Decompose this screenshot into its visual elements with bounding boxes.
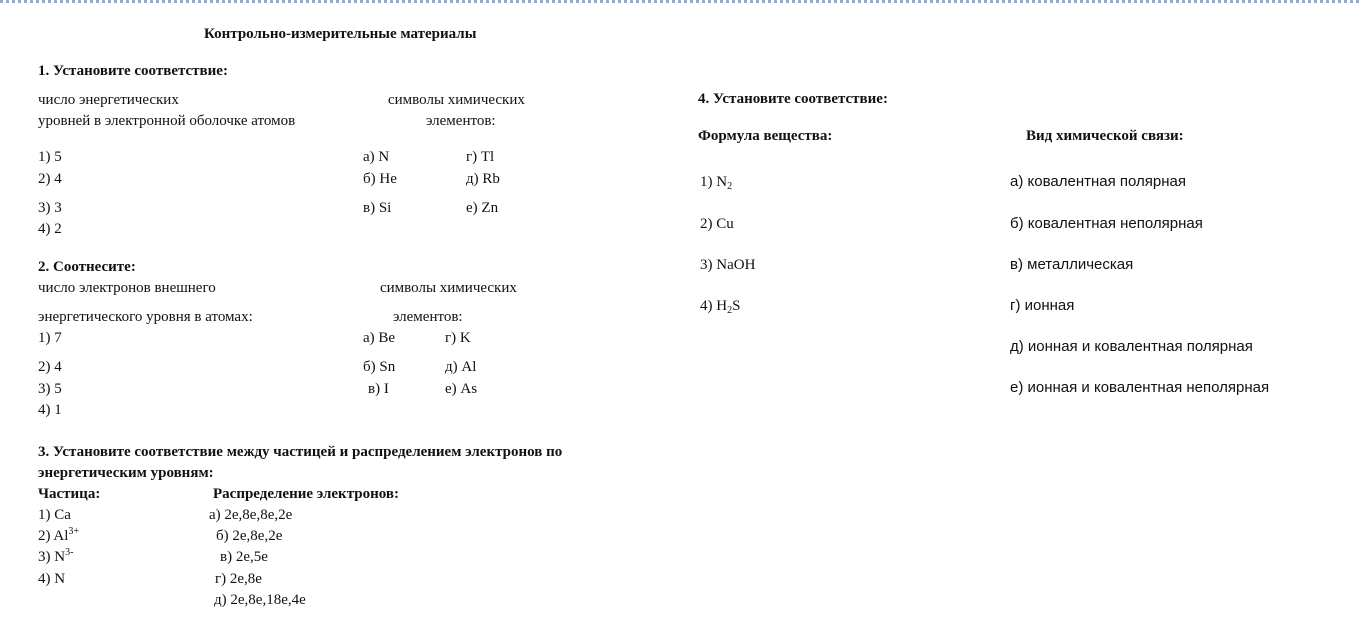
q3-heading-line1: 3. Установите соответствие между частицей и распределением электронов по (38, 444, 563, 460)
q2-right-header-line2: элементов: (393, 309, 463, 325)
q1-option: а) N (363, 149, 390, 165)
page-top-border (0, 0, 1362, 3)
q1-option: д) Rb (466, 171, 500, 187)
q4-bond-type: а) ковалентная полярная (1010, 173, 1186, 190)
q2-left-header-line2: энергетического уровня в атомах: (38, 309, 253, 325)
q1-item: 4) 2 (38, 221, 62, 237)
q4-bond-type: е) ионная и ковалентная неполярная (1010, 379, 1270, 396)
q4-formula: 2) Cu (700, 216, 734, 232)
q2-item: 2) 4 (38, 359, 62, 375)
q2-option: д) Al (445, 359, 477, 375)
q1-left-header-line1: число энергетических (38, 92, 179, 108)
q3-particle: 1) Ca (38, 507, 71, 523)
q1-option: г) Tl (466, 149, 495, 165)
q3-particle: 4) N (38, 571, 66, 587)
q4-bond-type: д) ионная и ковалентная полярная (1010, 338, 1253, 355)
q4-heading: 4. Установите соответствие: (698, 91, 888, 107)
q3-distribution: б) 2е,8е,2е (216, 528, 283, 544)
q3-particle-column-header: Частица: (38, 486, 101, 502)
q4-bond-type: в) металлическая (1010, 256, 1134, 273)
q3-particle: 2) $Al^{3+}$ (38, 526, 80, 544)
q2-item: 1) 7 (38, 330, 62, 346)
q1-right-header-line2: элементов: (426, 113, 496, 129)
q4-bond-type: г) ионная (1010, 297, 1075, 314)
q2-heading: 2. Соотнесите: (38, 259, 136, 275)
q1-heading: 1. Установите соответствие: (38, 63, 228, 79)
q1-item: 3) 3 (38, 200, 62, 216)
q4-formula: 3) NaOH (700, 257, 756, 273)
q4-bond-type: б) ковалентная неполярная (1010, 215, 1203, 232)
q1-left-header-line2: уровней в электронной оболочке атомов (38, 113, 296, 129)
q3-heading-line2: энергетическим уровням: (38, 465, 214, 481)
q2-option: в) I (368, 381, 389, 397)
q2-right-header-line1: символы химических (380, 280, 517, 296)
q4-formula-column-header: Формула вещества: (698, 128, 833, 144)
q2-left-header-line1: число электронов внешнего (38, 280, 216, 296)
q3-distribution: а) 2е,8е,8е,2е (209, 507, 293, 523)
q3-distribution: в) 2е,5е (220, 549, 268, 565)
q2-option: г) K (445, 330, 471, 346)
q1-option: б) He (363, 171, 397, 187)
q4-formula: 4) $H_2S$ (700, 298, 741, 316)
q3-distribution-column-header: Распределение электронов: (213, 486, 399, 502)
q2-item: 4) 1 (38, 402, 62, 418)
q1-item: 2) 4 (38, 171, 62, 187)
document-title: Контрольно-измерительные материалы (204, 26, 477, 42)
q3-distribution: д) 2е,8е,18е,4е (214, 592, 306, 608)
q1-right-header-line1: символы химических (388, 92, 525, 108)
q2-option: б) Sn (363, 359, 396, 375)
q3-distribution: г) 2е,8е (215, 571, 262, 587)
q4-bond-column-header: Вид химической связи: (1026, 128, 1184, 144)
q2-item: 3) 5 (38, 381, 62, 397)
q1-option: в) Si (363, 200, 392, 216)
q1-option: е) Zn (466, 200, 499, 216)
q1-item: 1) 5 (38, 149, 62, 165)
q2-option: а) Be (363, 330, 396, 346)
q4-formula: 1) $N_2$ (700, 174, 733, 192)
q3-particle: 3) $N^{3-}$ (38, 547, 74, 565)
q2-option: е) As (445, 381, 478, 397)
